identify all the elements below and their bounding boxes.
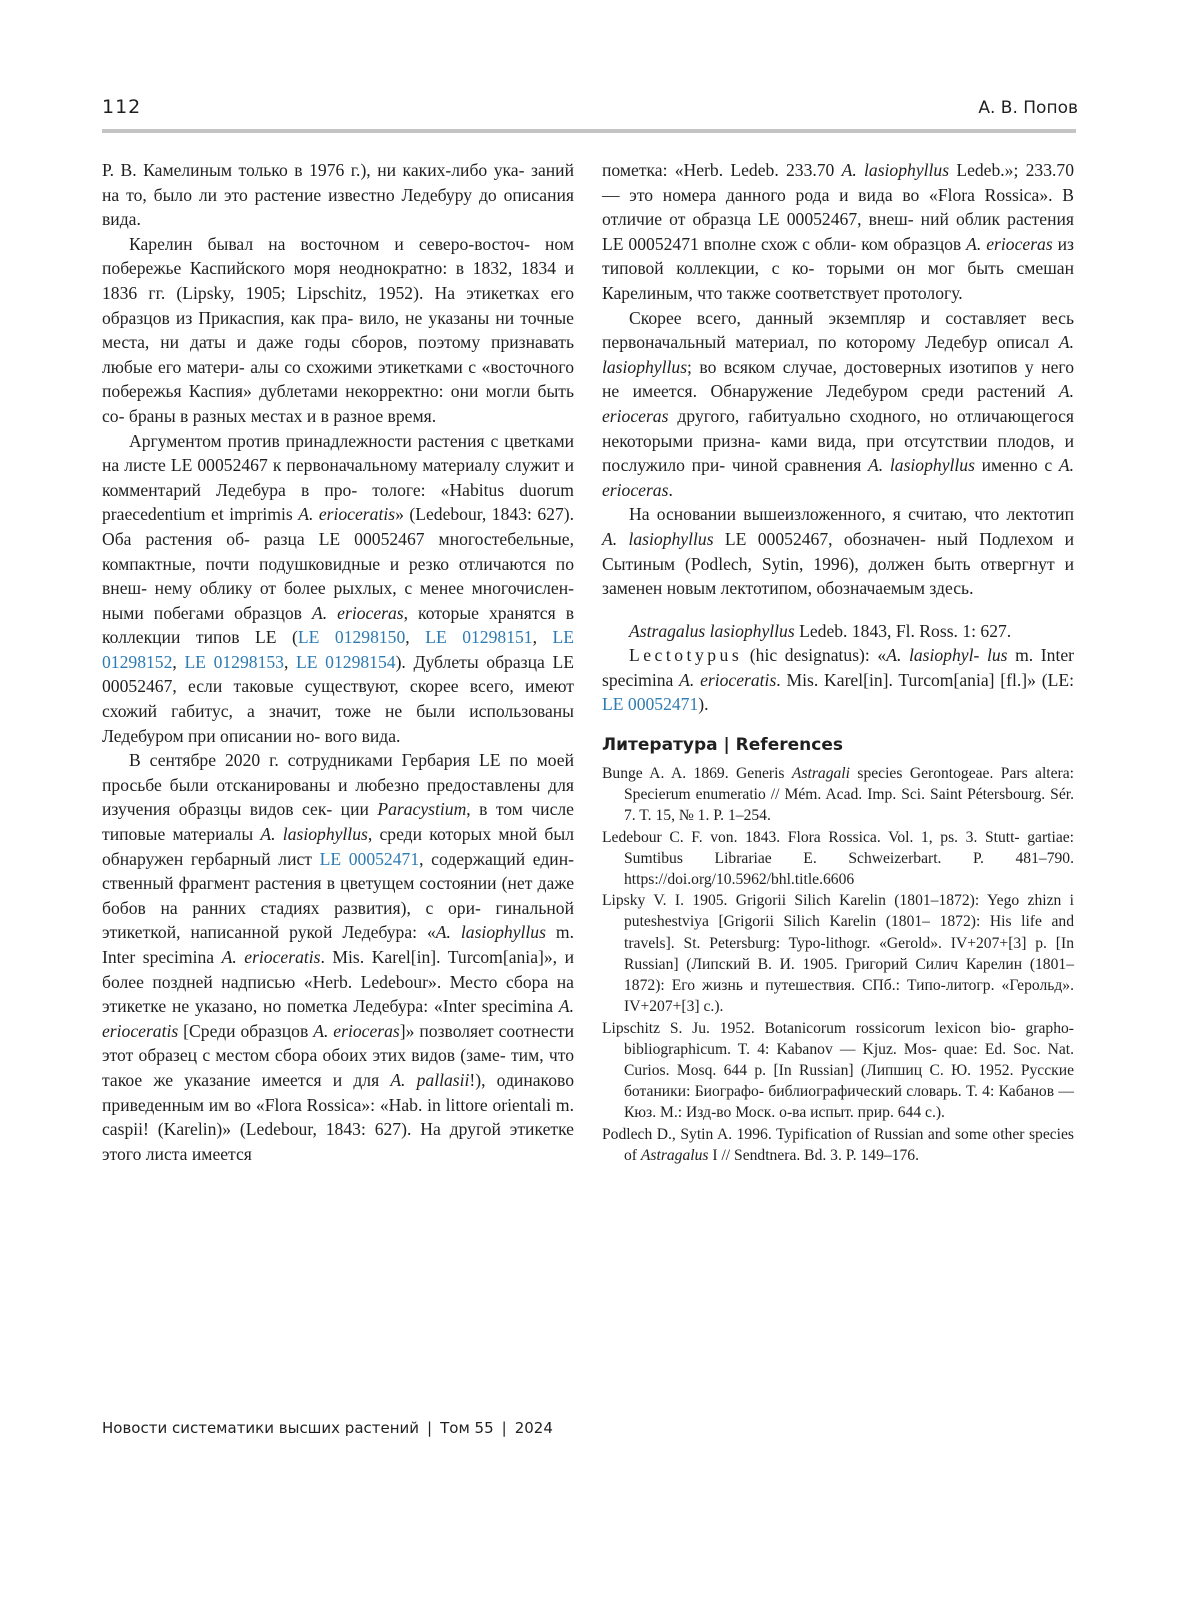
footer-separator: | — [427, 1419, 433, 1437]
footer-separator: | — [501, 1419, 507, 1437]
reference-item: Lipschitz S. Ju. 1952. Botanicorum rossicorum lexicon bio- grapho-bibliographicum. T. 4: Kabanov — Kjuz. Mos- quae: Ed. Soc. Nat. Curios. Mosq. 644 p. [In Russian] (Липшиц С. Ю. 1952. Русские ботаники: Биографо- библиографический словарь. Т. 4: Кабанов — Кюз. М.: Изд-во Моск. о-ва испыт. прир. 644 с.). — [602, 1019, 1074, 1122]
references-title: Литература | References — [602, 735, 843, 756]
running-header-author: А. В. Попов — [978, 98, 1078, 118]
paragraph: Карелин бывал на восточном и северо-восточ- ном побережье Каспийского моря неоднократно: в 1832, 1834 и 1836 гг. (Lipsky, 1905; Lipschitz, 1952). На этикетках его образцов из Прикаспия, как пра- вило, не указаны ни точные места, ни даты и даже годы сборов, поэтому признавать любые его матери- алы со схожими этикетками с «восточного побережья Каспия» дублетами некорректно: они могли быть со- браны в разных местах и в разное время. — [102, 233, 574, 426]
taxon-heading: Astragalus lasiophyllus Ledeb. 1843, Fl. Ross. 1: 627. — [629, 620, 1012, 641]
paragraph: Скорее всего, данный экземпляр и составляет весь первоначальный материал, по которому Ледебур описал A. lasiophyllus; во всяком случае, достоверных изотипов у него не имеется. Обнаружение Ледебуром среди растений A. erioceras другого, габитуально сходного, но отличающегося некоторыми призна- ками вида, при отсутствии плодов, и послужило при- чиной сравнения A. lasiophyllus именно с A. erioceras. — [602, 307, 1074, 500]
page-number: 112 — [102, 96, 142, 118]
paragraph: Р. В. Камелиным только в 1976 г.), ни каких-либо ука- заний на то, было ли это растение известно Ледебуру до описания вида. — [102, 160, 574, 230]
page-footer — [102, 1419, 553, 1437]
reference-item: Podlech D., Sytin A. 1996. Typification of Russian and some other species of Astragalus I // Sendtnera. Bd. 3. P. 149–176. — [602, 1125, 1074, 1164]
paragraph: В сентябре 2020 г. сотрудниками Гербария LE по моей просьбе были отсканированы и любезно предоставлены для изучения образцы видов сек- ции Paracystium, в том числе типовые материалы A. lasiophyllus, среди которых мной был обнаружен гербарный лист LE 00052471, содержащий един- ственный фрагмент растения в цветущем состоянии (нет даже бобов на ранних стадиях развития), с ори- гинальной этикеткой, написанной рукой Ледебура: «A. lasiophyllus m. Inter specimina A. erioceratis. Mis. Karel[in]. Turcom[ania]», и более поздней надписью «Herb. Ledebour». Место сбора на этикетке не указано, но пометка Ледебура: «Inter specimina A. erioceratis [Среди образцов A. erioceras]» позволяет соотнести этот образец с местом сбора обоих этих видов (заме- тим, что такое же указание имеется и для A. pallasii!), одинаково приведенным им во «Flora Rossica»: «Hab. in littore orientali m. caspii! (Karelin)» (Ledebour, 1843: 627). На другой этикетке этого листа имеется — [102, 750, 575, 1164]
paragraph: Аргументом против принадлежности растения с цветками на листе LE 00052467 к первоначальному материалу служит и комментарий Ледебура в про- тологе: «Habitus duorum praecedentium et imprimis A. erioceratis» (Ledebour, 1843: 627). Оба растения об- разца LE 00052467 многостебельные, компактные, почти подушковидные и резко отличаются по внеш- нему облику от более рыхлых, с менее многочислен- ными побегами образцов A. erioceras, которые хранятся в коллекции типов LE (LE 01298150, LE 01298151, LE 01298152, LE 01298153, LE 01298154). Дублеты образца LE 00052467, если таковые существуют, скорее всего, имеют схожий габитус, а значит, тоже не были использованы Ледебуром при описании но- вого вида. — [102, 430, 575, 746]
specimen-link[interactable]: LE 01298153 — [184, 651, 284, 672]
journal-title: Новости систематики высших растений — [102, 1419, 420, 1437]
header-rule — [102, 129, 1076, 133]
left-column — [102, 158, 574, 1166]
journal-volume: Том 55 — [440, 1419, 494, 1437]
paragraph: На основании вышеизложенного, я считаю, что лектотип A. lasiophyllus LE 00052467, обозначен- ный Подлехом и Сытиным (Podlech, Sytin, 1996), должен быть отвергнут и заменен новым лектотипом, обозначаемым здесь. — [602, 504, 1074, 599]
specimen-link[interactable]: LE 01298151 — [425, 627, 533, 648]
reference-item: Lipsky V. I. 1905. Grigorii Silich Karelin (1801–1872): Yego zhizn i puteshestviya [Grigorii Silich Karelin (1801– 1872): His life and travels]. St. Petersburg: Typo-lithogr. «Gerold». IV+207+[3] p. [In Russian] (Липский В. И. 1905. Григорий Силич Карелин (1801–1872): Его жизнь и путешествия. СПб.: Типо-литогр. «Герольд». IV+207+[3] с.). — [602, 892, 1074, 1016]
reference-item: Ledebour C. F. von. 1843. Flora Rossica. Vol. 1, ps. 3. Stutt- gartiae: Sumtibus Librariae E. Schweizerbart. P. 481–790. https://doi.org/10.5962/bhl.title.6606 — [602, 828, 1074, 889]
right-column — [602, 158, 1074, 1166]
specimen-link[interactable]: LE 01298154 — [296, 651, 396, 672]
spacer — [602, 601, 1074, 619]
journal-year: 2024 — [514, 1419, 553, 1437]
specimen-link[interactable]: LE 00052471 — [319, 848, 420, 869]
specimen-link[interactable]: LE 00052471 — [602, 694, 699, 715]
specimen-link[interactable]: LE 01298150 — [297, 627, 406, 648]
lectotype-designation: Lectotypus (hic designatus): «A. lasiophyl- lus m. Inter specimina A. erioceratis. Mis. Karel[in]. Turcom[ania] [fl.]» (LE: LE 00052471). — [602, 645, 1075, 715]
specimen-link[interactable]: LE 01298152 — [102, 627, 575, 672]
reference-item: Bunge A. A. 1869. Generis Astragali species Gerontogeae. Pars altera: Specierum enumeratio // Mém. Acad. Imp. Sci. Saint Pétersbourg. Sér. 7. T. 15, № 1. P. 1–254. — [602, 765, 1074, 825]
paragraph: пометка: «Herb. Ledeb. 233.70 A. lasiophyllus Ledeb.»; 233.70 — это номера данного рода и вида во «Flora Rossica». В отличие от образца LE 00052467, внеш- ний облик растения LE 00052471 вполне схож с обли- ком образцов A. erioceras из типовой коллекции, с ко- торыми он мог быть смешан Карелиным, что также соответствует протологу. — [602, 160, 1075, 303]
